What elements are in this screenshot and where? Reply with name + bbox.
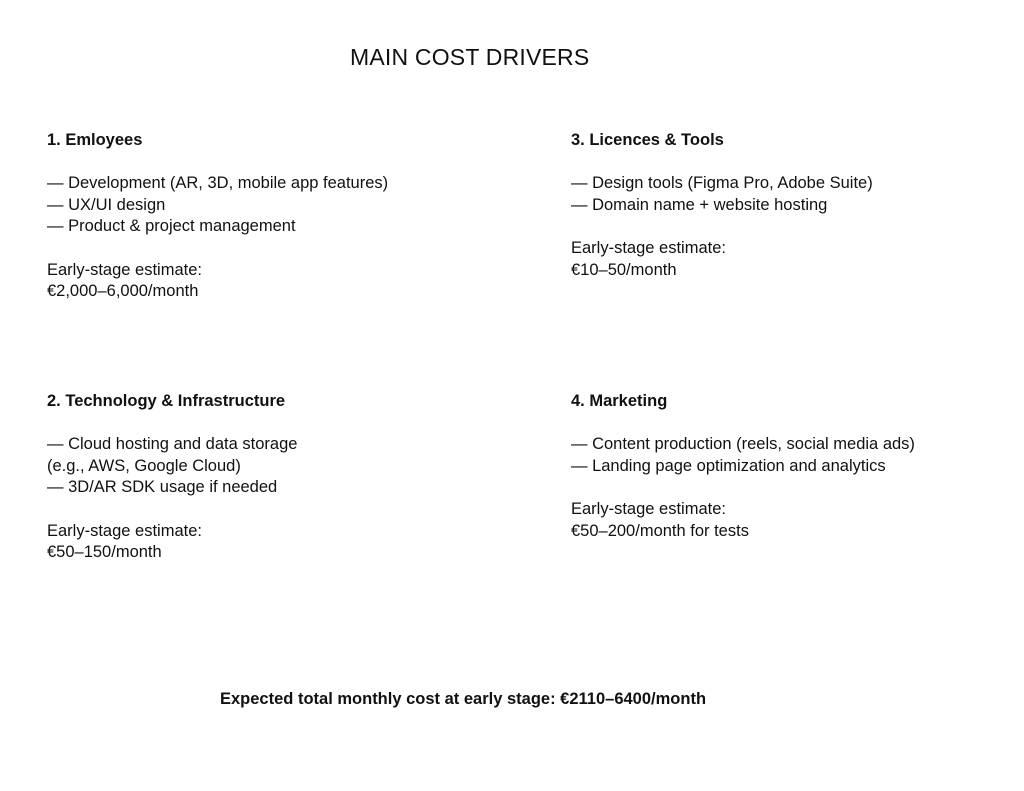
list-item: — 3D/AR SDK usage if needed (47, 478, 278, 497)
list-item: — Content production (reels, social media ads) (571, 435, 915, 454)
list-item: — Development (AR, 3D, mobile app features) (47, 174, 389, 193)
section-marketing (571, 391, 1011, 542)
list-item: — Domain name + website hosting (571, 195, 828, 214)
section-technology (47, 391, 487, 564)
section-employees (47, 130, 487, 303)
estimate-label: Early-stage estimate: (571, 238, 726, 257)
estimate-value: €50–150/month (47, 543, 162, 562)
spacer (571, 413, 1011, 435)
section-heading: 2. Technology & Infrastructure (47, 392, 286, 410)
estimate-label: Early-stage estimate: (47, 521, 202, 540)
page-title: MAIN COST DRIVERS (350, 44, 590, 70)
list-item: — Landing page optimization and analytics (571, 456, 886, 475)
estimate-label: Early-stage estimate: (571, 499, 726, 518)
list-item: — Product & project management (47, 217, 296, 236)
list-item: — UX/UI design (47, 195, 166, 214)
section-licences-tools (571, 130, 1011, 281)
spacer (571, 216, 1011, 238)
spacer (47, 238, 487, 260)
spacer (47, 413, 487, 435)
estimate-value: €50–200/month for tests (571, 521, 749, 540)
spacer (47, 499, 487, 521)
estimate-label: Early-stage estimate: (47, 260, 202, 279)
spacer (571, 152, 1011, 174)
section-heading: 3. Licences & Tools (571, 131, 724, 149)
estimate-value: €2,000–6,000/month (47, 282, 199, 301)
list-item: — Design tools (Figma Pro, Adobe Suite) (571, 174, 873, 193)
section-heading: 1. Emloyees (47, 131, 143, 149)
estimate-value: €10–50/month (571, 260, 677, 279)
spacer (47, 152, 487, 174)
list-item: (e.g., AWS, Google Cloud) (47, 456, 241, 475)
total-cost-summary: Expected total monthly cost at early stage: €2110–6400/month (220, 690, 707, 708)
section-heading: 4. Marketing (571, 392, 668, 410)
list-item: — Cloud hosting and data storage (47, 435, 298, 454)
spacer (571, 477, 1011, 499)
